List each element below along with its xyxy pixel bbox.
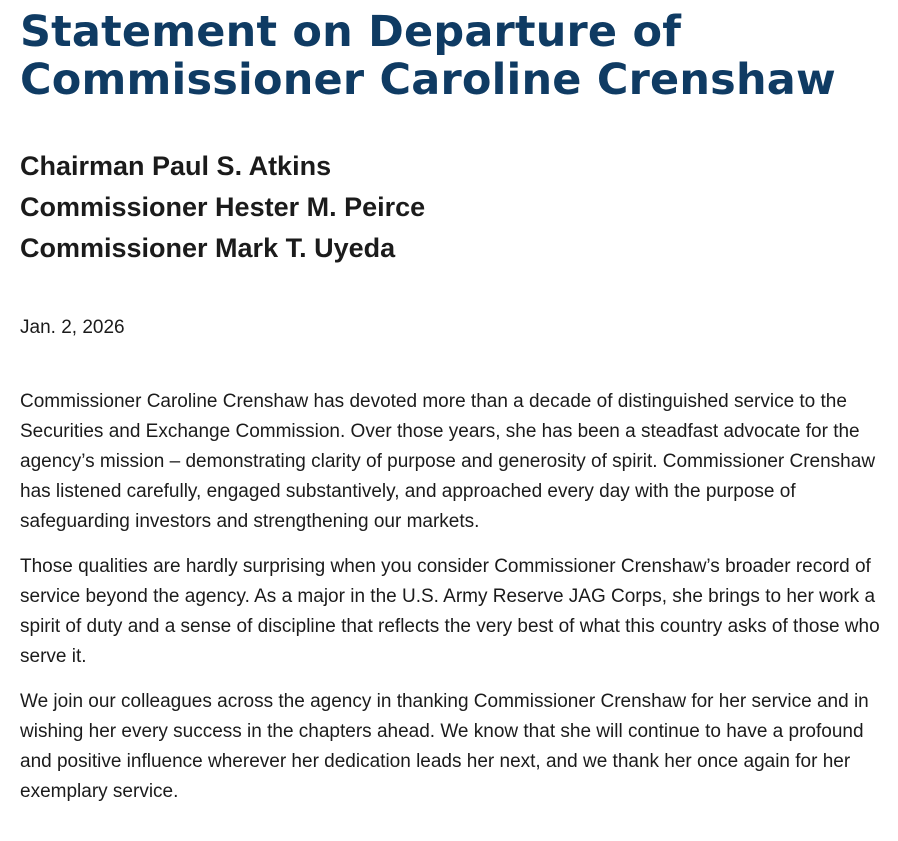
body-paragraph-2: Those qualities are hardly surprising when you consider Commissioner Crenshaw’s broader record of service beyond the agency. As a major in the U.S. Army Reserve JAG Corps, she brings to her work a spirit of duty and a sense of discipline that reflects the very best of what this country asks of those who serve it. [20,556,880,667]
author-list [20,146,880,269]
publication-date: Jan. 2, 2026 [20,317,125,338]
body-paragraph-1: Commissioner Caroline Crenshaw has devoted more than a decade of distinguished service to the Securities and Exchange Commission. Over those years, she has been a steadfast advocate for the agency’s mission – demonstrating clarity of purpose and generosity of spirit. Commissioner Crenshaw has listened carefully, engaged substantively, and approached every day with the purpose of safeguarding investors and strengthening our markets. [20,391,876,532]
page-title: Statement on Departure of Commissioner Caroline Crenshaw [20,7,836,105]
author-commissioner-uyeda: Commissioner Mark T. Uyeda [20,233,396,263]
statement-body [20,387,880,807]
body-paragraph-3: We join our colleagues across the agency in thanking Commissioner Crenshaw for her service and in wishing her every success in the chapters ahead. We know that she will continue to have a profound and positive influence wherever her dedication leads her next, and we thank her once again for her exemplary service. [20,691,869,802]
author-commissioner-peirce: Commissioner Hester M. Peirce [20,192,426,222]
author-chairman: Chairman Paul S. Atkins [20,151,332,181]
statement-page [20,8,880,822]
